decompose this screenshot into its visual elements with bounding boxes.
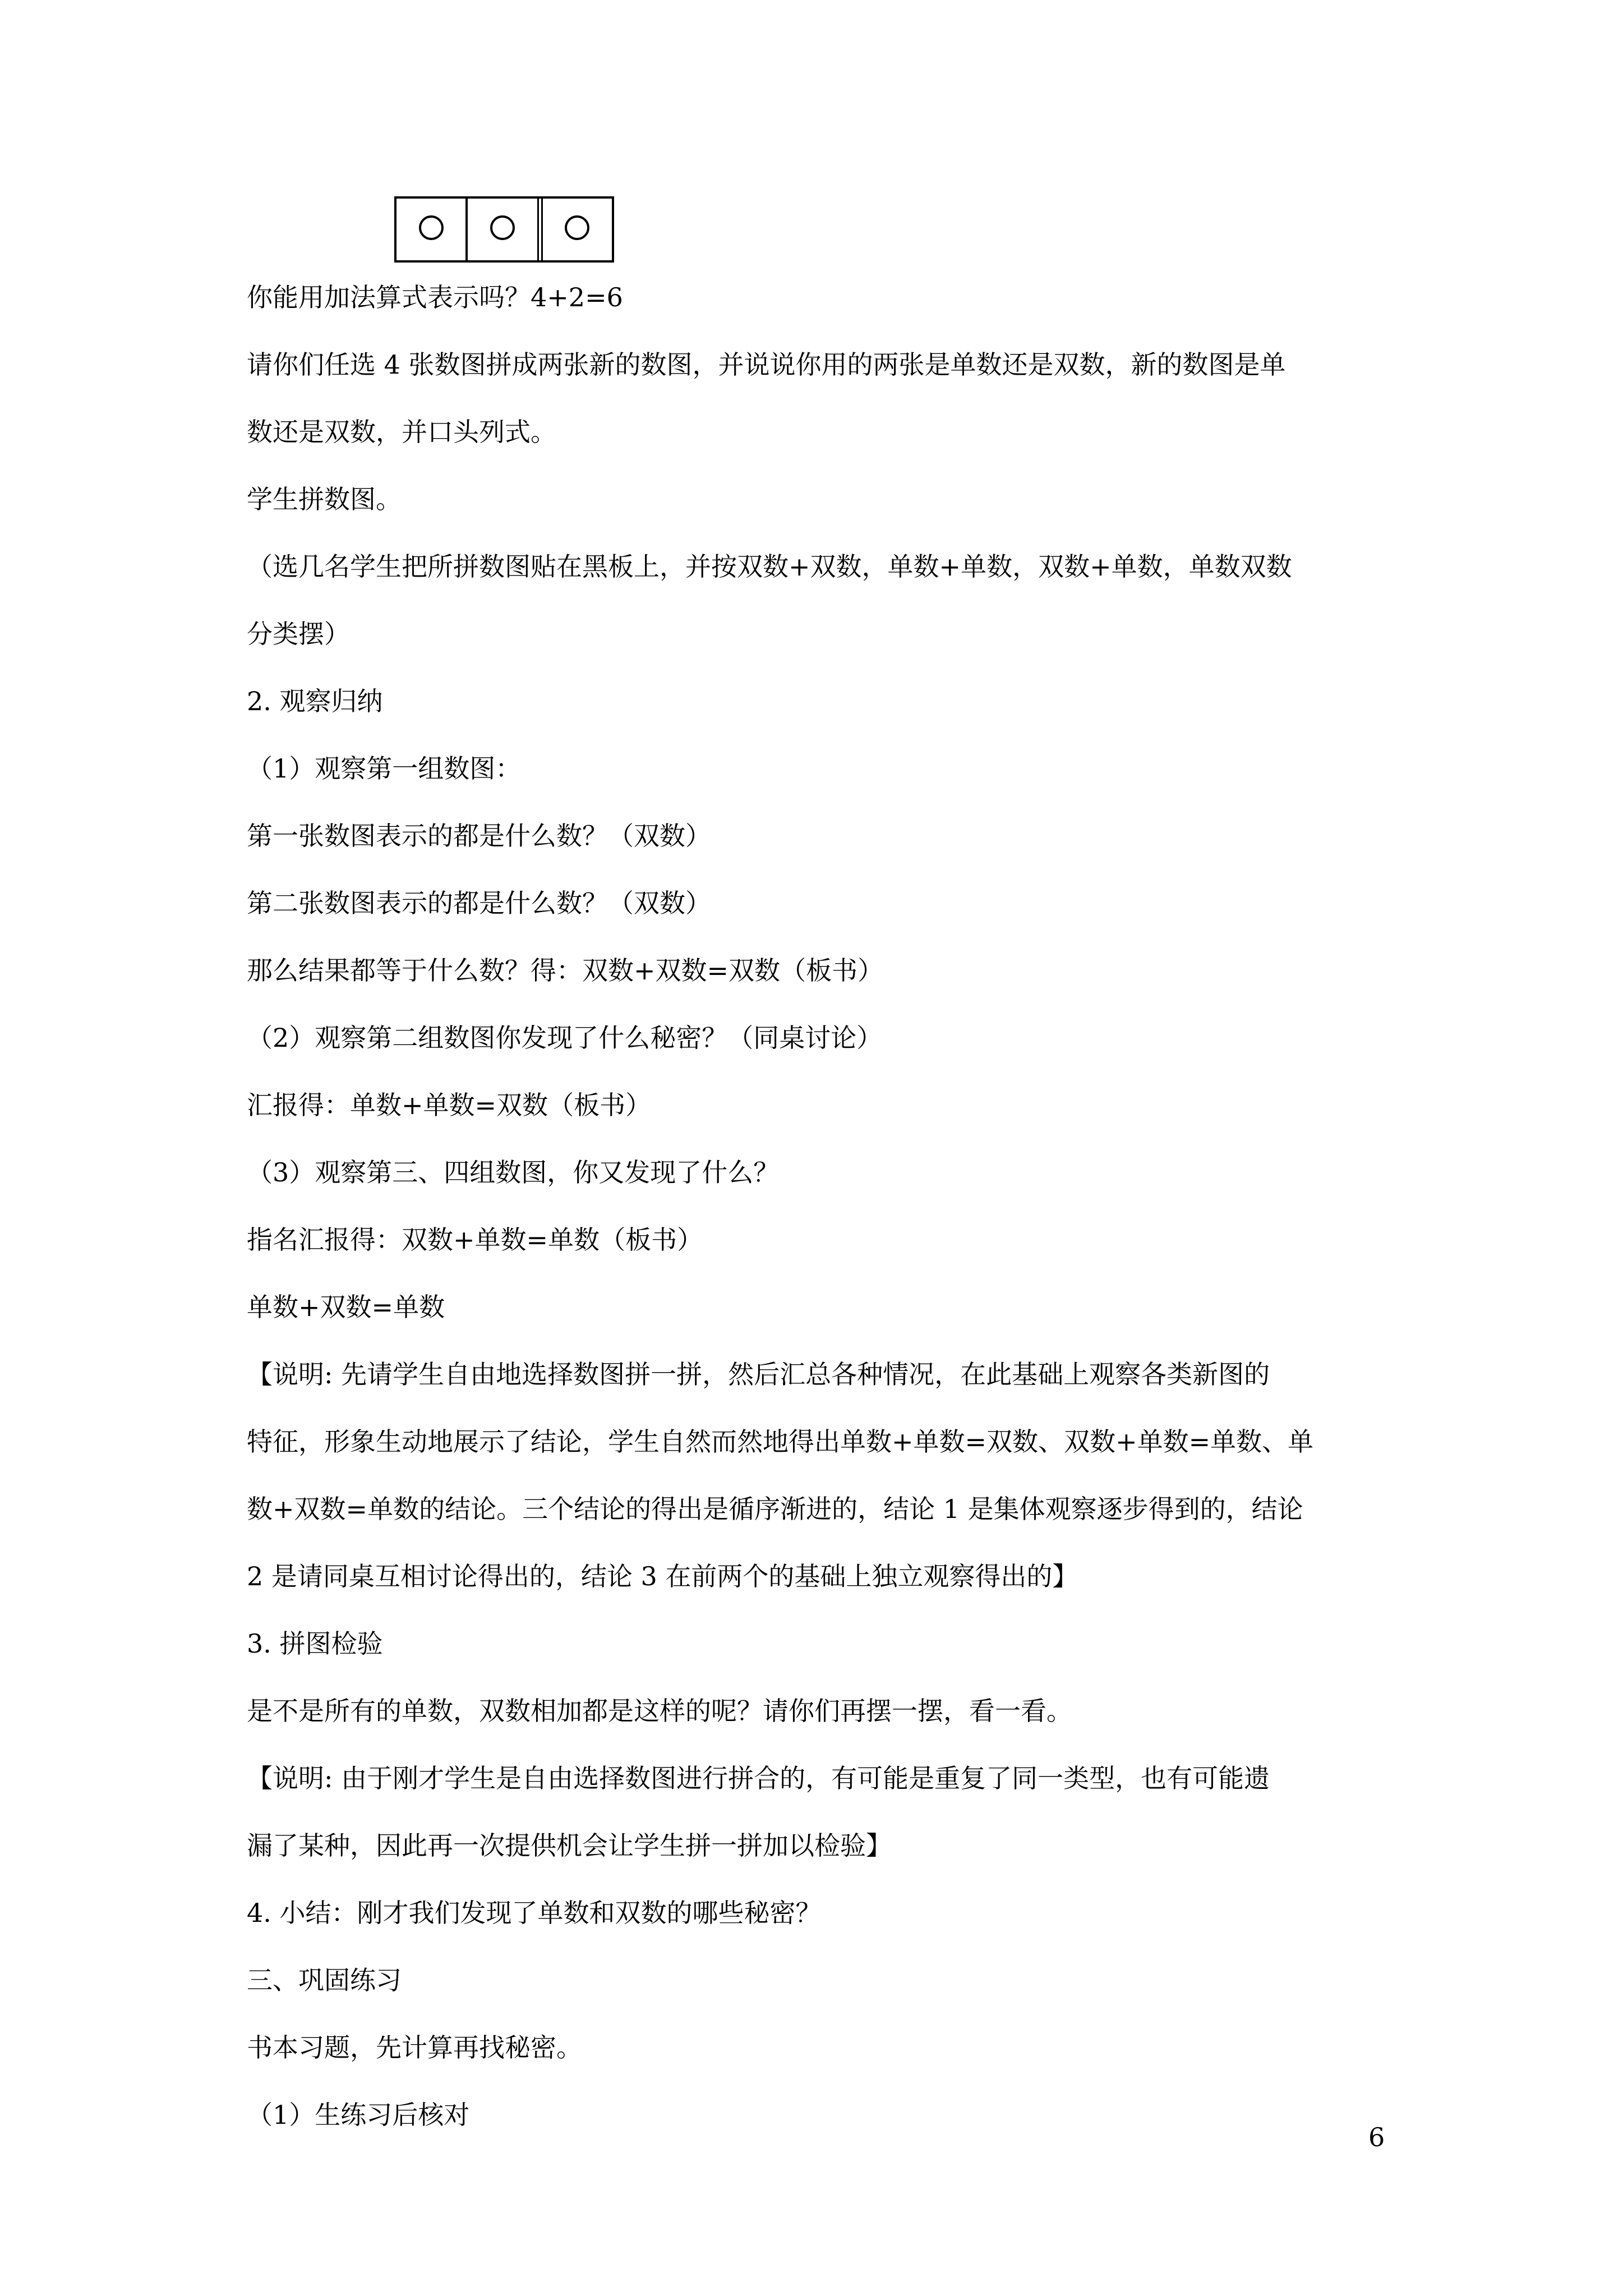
section-heading: 三、巩固练习 bbox=[247, 1965, 402, 1995]
section-heading: 3. 拼图检验 bbox=[247, 1628, 383, 1659]
note-line: 特征，形象生动地展示了结论，学生自然而然地得出单数+单数=双数、双数+单数=单数、单 bbox=[247, 1427, 1314, 1457]
text-line: 请你们任选 4 张数图拼成两张新的数图，并说说你用的两张是单数还是双数，新的数图是单 bbox=[247, 349, 1286, 380]
text-line: 第二张数图表示的都是什么数？（双数） bbox=[247, 888, 711, 918]
page-number: 6 bbox=[1368, 2122, 1385, 2152]
text-line: 指名汇报得：双数+单数=单数（板书） bbox=[247, 1225, 703, 1255]
text-line: 数还是双数，并口头列式。 bbox=[247, 417, 556, 447]
figure-cell bbox=[537, 199, 612, 260]
text-line: 你能用加法算式表示吗？4+2=6 bbox=[247, 282, 623, 312]
note-line: 【说明: 由于刚才学生是自由选择数图进行拼合的，有可能是重复了同一类型，也有可能遗 bbox=[247, 1763, 1270, 1793]
circle-icon bbox=[565, 215, 589, 240]
note-line: 数+双数=单数的结论。三个结论的得出是循序渐进的，结论 1 是集体观察逐步得到的，结论 bbox=[247, 1494, 1303, 1524]
document-body bbox=[247, 264, 1391, 2148]
text-line: 书本习题，先计算再找秘密。 bbox=[247, 2032, 582, 2063]
text-line: （3）观察第三、四组数图，你又发现了什么？ bbox=[247, 1157, 780, 1188]
note-line: 2 是请同桌互相讨论得出的，结论 3 在前两个的基础上独立观察得出的】 bbox=[247, 1561, 1078, 1591]
note-line: 【说明: 先请学生自由地选择数图拼一拼，然后汇总各种情况，在此基础上观察各类新图的 bbox=[247, 1359, 1270, 1389]
text-line: （1）观察第一组数图： bbox=[247, 753, 522, 784]
text-line: （2）观察第二组数图你发现了什么秘密？（同桌讨论） bbox=[247, 1023, 883, 1053]
number-figure bbox=[394, 196, 614, 263]
text-line: 学生拼数图。 bbox=[247, 484, 402, 514]
circle-icon bbox=[419, 215, 444, 240]
text-line: 那么结果都等于什么数？得：双数+双数=双数（板书） bbox=[247, 955, 884, 986]
text-line: 是不是所有的单数，双数相加都是这样的呢？请你们再摆一摆，看一看。 bbox=[247, 1696, 1072, 1726]
text-line: （选几名学生把所拼数图贴在黑板上，并按双数+双数，单数+单数，双数+单数，单数双数 bbox=[247, 551, 1292, 582]
note-line: 漏了某种，因此再一次提供机会让学生拼一拼加以检验】 bbox=[247, 1830, 892, 1861]
text-line: 汇报得：单数+单数=双数（板书） bbox=[247, 1090, 652, 1120]
figure-cell bbox=[396, 199, 465, 260]
section-heading: 4. 小结：刚才我们发现了单数和双数的哪些秘密？ bbox=[247, 1898, 822, 1928]
circle-icon bbox=[490, 215, 515, 240]
text-line: 分类摆） bbox=[247, 619, 350, 649]
text-line: （1）生练习后核对 bbox=[247, 2100, 470, 2130]
section-heading: 2. 观察归纳 bbox=[247, 686, 383, 716]
figure-cell bbox=[465, 199, 537, 260]
text-line: 单数+双数=单数 bbox=[247, 1292, 445, 1322]
text-line: 第一张数图表示的都是什么数？（双数） bbox=[247, 821, 711, 851]
